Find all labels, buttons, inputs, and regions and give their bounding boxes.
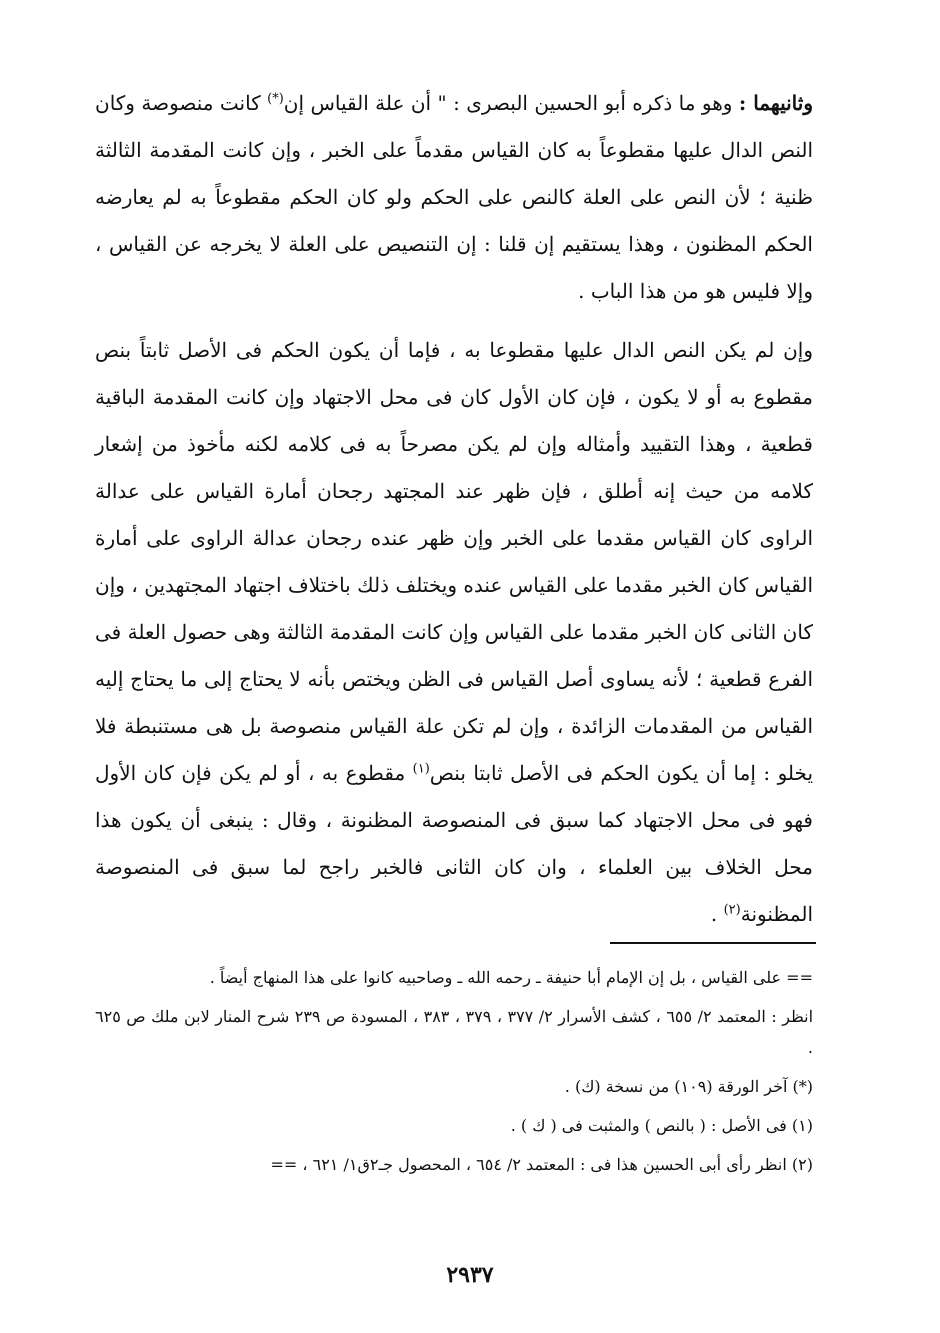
footnote: انظر : المعتمد ٢/ ٦٥٥ ، كشف الأسرار ٢/ ٣٧٧ ، ٣٧٩ ، ٣٨٣ ، المسودة ص ٢٣٩ شرح المنار لابن ملك ص ٦٢٥ .: [95, 1007, 814, 1057]
paragraph-text: مقطوع به ، أو لم يكن فإن كان الأول فهو فى محل الاجتهاد كما سبق فى المنصوصة المظنونة ، وقال : ينبغى أن يكون هذا محل الخلاف بين العلماء ، وان كان الثانى فالخبر راجح لما سبق فى المنصوصة المظنونة: [95, 761, 813, 926]
footnote: (١) فى الأصل : ( بالنص ) والمثبت فى ( ك ) .: [510, 1116, 813, 1135]
footnote-marker-star: (*): [267, 91, 284, 107]
paragraph-lead-word: وثانيهما :: [738, 91, 814, 115]
paragraph-text: وهو ما ذكره أبو الحسين البصرى : " أن علة القياس إن: [283, 91, 733, 115]
paragraph-2: [95, 327, 813, 938]
footnote-marker-1: (١): [412, 761, 430, 777]
footnote-separator: [610, 942, 816, 944]
footnote-marker-2: (٢): [723, 902, 741, 918]
paragraph-text: وإن لم يكن النص الدال عليها مقطوعا به ، فإما أن يكون الحكم فى الأصل ثابتاً بنص مقطوع به أو لا يكون ، فإن كان الأول كان فى محل الاجتهاد وإن كانت المقدمة الباقية قطعية ، وهذا التقييد وأمثاله وإن لم يكن مصرحاً به فى كلامه لكنه مأخوذ من إشعار كلامه من حيث إنه أطلق ، فإن ظهر عند المجتهد رجحان أمارة القياس على عدالة الراوى كان القياس مقدما على الخبر وإن ظهر عنده رجحان عدالة الراوى على أمارة القياس كان الخبر مقدما على القياس عنده ويختلف ذلك باختلاف اجتهاد المجتهدين ، وإن كان الثانى كان الخبر مقدما على القياس وإن كانت المقدمة الثالثة وهى حصول العلة فى الفرع قطعية ؛ لأنه يساوى أصل القياس فى الظن ويختص بأنه لا يحتاج إلى ما يحتاج إليه القياس من المقدمات الزائدة ، وإن لم تكن علة القياس منصوصة بل هى مستنبطة فلا يخلو : إما أن يكون الحكم فى الأصل ثابتا بنص: [95, 338, 814, 785]
footnote: == على القياس ، بل إن الإمام أبا حنيفة ـ رحمه الله ـ وصاحبيه كانوا على هذا المنهاج أيضاً .: [209, 968, 813, 987]
footnotes: [95, 962, 813, 1188]
footnote: (*) آخر الورقة (١٠٩) من نسخة (ك) .: [564, 1077, 813, 1096]
paragraph-text: كانت منصوصة وكان النص الدال عليها مقطوعاً به كان القياس مقدماً على الخبر ، وإن كانت المقدمة الثالثة ظنية ؛ لأن النص على العلة كالنص على الحكم ولو كان الحكم مقطوعاً به لم يعارضه الحكم المظنون ، وهذا يستقيم إن قلنا : إن التنصيص على العلة لا يخرجه عن القياس ، وإلا فليس هو من هذا الباب .: [95, 91, 813, 303]
main-text: [95, 80, 813, 938]
paragraph-end: .: [710, 902, 724, 926]
page-number: ٢٩٣٧: [446, 1262, 494, 1288]
footnote: (٢) انظر رأى أبى الحسين هذا فى : المعتمد ٢/ ٦٥٤ ، المحصول جـ٢ق١/ ٦٢١ ، ==: [270, 1155, 813, 1174]
paragraph-1: [95, 80, 813, 315]
